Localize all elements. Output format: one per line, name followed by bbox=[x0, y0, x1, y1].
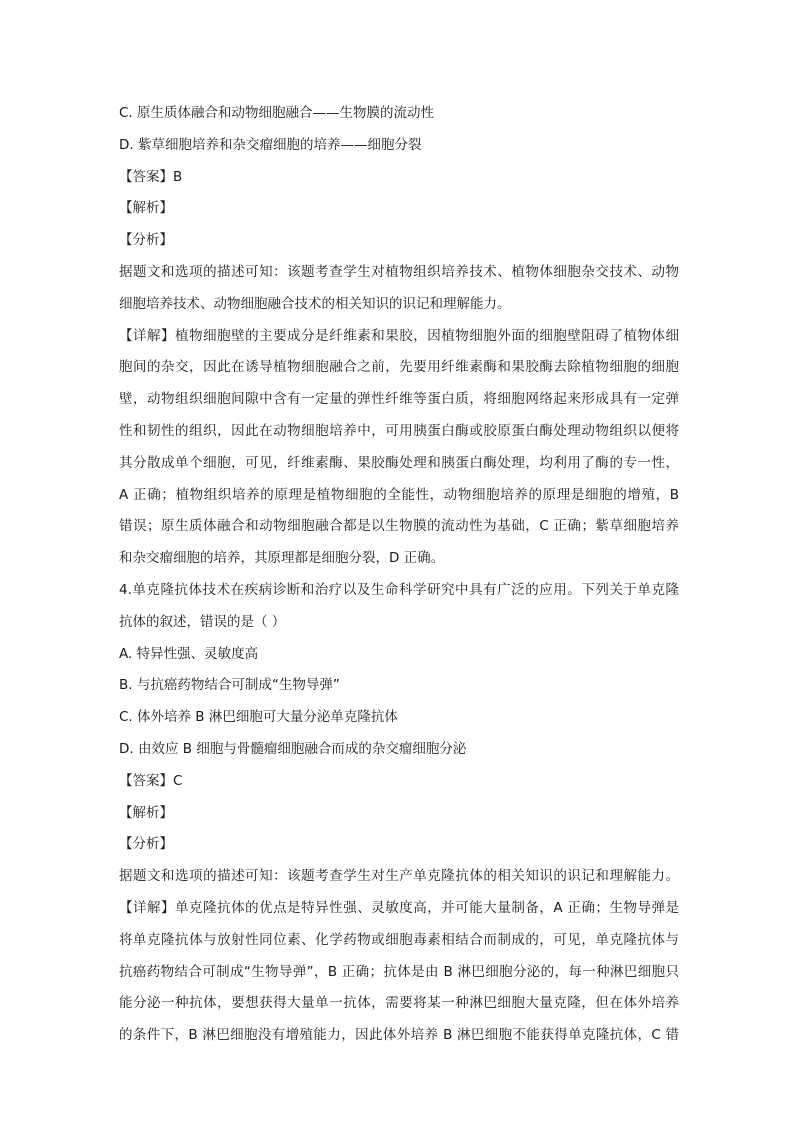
text-line: 【详解】单克隆抗体的优点是特异性强、灵敏度高，并可能大量制备，A 正确；生物导弹是 bbox=[119, 899, 679, 916]
text-line: 据题文和选项的描述可知：该题考查学生对植物组织培养技术、植物体细胞杂交技术、动物 bbox=[119, 263, 679, 280]
text-line: 4.单克隆抗体技术在疾病诊断和治疗以及生命科学研究中具有广泛的应用。下列关于单克隆 bbox=[119, 581, 679, 598]
text-line: 胞间的杂交，因此在诱导植物细胞融合之前，先要用纤维素酶和果胶酶去除植物细胞的细胞 bbox=[119, 359, 679, 376]
text-line: 将单克隆抗体与放射性同位素、化学药物或细胞毒素相结合而制成的，可见，单克隆抗体与 bbox=[119, 931, 679, 948]
text-line: 能分泌一种抗体，要想获得大量单一抗体，需要将某一种淋巴细胞大量克隆，但在体外培养 bbox=[119, 995, 679, 1012]
document-body bbox=[119, 98, 679, 1052]
text-line: D. 由效应 B 细胞与骨髓瘤细胞融合而成的杂交瘤细胞分泌 bbox=[119, 740, 467, 757]
text-line: 其分散成单个细胞，可见，纤维素酶、果胶酶处理和胰蛋白酶处理，均利用了酶的专一性， bbox=[119, 454, 679, 471]
text-line: 【分析】 bbox=[119, 836, 173, 853]
text-line: 据题文和选项的描述可知：该题考查学生对生产单克隆抗体的相关知识的识记和理解能力。 bbox=[119, 868, 679, 885]
text-line: 【解析】 bbox=[119, 200, 173, 217]
text-line: B. 与抗癌药物结合可制成“生物导弹” bbox=[119, 677, 340, 694]
text-line: 性和韧性的组织，因此在动物细胞培养中，可用胰蛋白酶或胶原蛋白酶处理动物组织以便将 bbox=[119, 422, 679, 439]
text-line: A. 特异性强、灵敏度高 bbox=[119, 645, 259, 662]
text-line: C. 原生质体融合和动物细胞融合——生物膜的流动性 bbox=[119, 105, 435, 121]
text-line: 错误；原生质体融合和动物细胞融合都是以生物膜的流动性为基础，C 正确；紫草细胞培养 bbox=[119, 518, 679, 535]
text-line: C. 体外培养 B 淋巴细胞可大量分泌单克隆抗体 bbox=[119, 709, 398, 726]
text-line: 【答案】C bbox=[119, 772, 183, 789]
text-line: 抗癌药物结合可制成“生物导弹”，B 正确；抗体是由 B 淋巴细胞分泌的，每一种淋巴细胞只 bbox=[119, 963, 679, 980]
text-line: 和杂交瘤细胞的培养，其原理都是细胞分裂，D 正确。 bbox=[119, 550, 445, 567]
text-line: 【解析】 bbox=[119, 804, 173, 821]
text-line: 【详解】植物细胞壁的主要成分是纤维素和果胶，因植物细胞外面的细胞壁阻碍了植物体细 bbox=[119, 327, 679, 344]
text-line: A 正确；植物组织培养的原理是植物细胞的全能性，动物细胞培养的原理是细胞的增殖，B bbox=[119, 486, 679, 503]
text-line: 壁，动物组织细胞间隙中含有一定量的弹性纤维等蛋白质，将细胞网络起来形成具有一定弹 bbox=[119, 391, 679, 408]
text-line: 细胞培养技术、动物细胞融合技术的相关知识的识记和理解能力。 bbox=[119, 295, 511, 312]
text-line: 【答案】B bbox=[119, 168, 183, 185]
text-line: 【分析】 bbox=[119, 232, 173, 249]
text-line: 抗体的叙述，错误的是（ ） bbox=[119, 613, 286, 630]
text-line: D. 紫草细胞培养和杂交瘤细胞的培养——细胞分裂 bbox=[119, 136, 422, 153]
text-line: 的条件下，B 淋巴细胞没有增殖能力，因此体外培养 B 淋巴细胞不能获得单克隆抗体，C 错 bbox=[119, 1027, 679, 1044]
